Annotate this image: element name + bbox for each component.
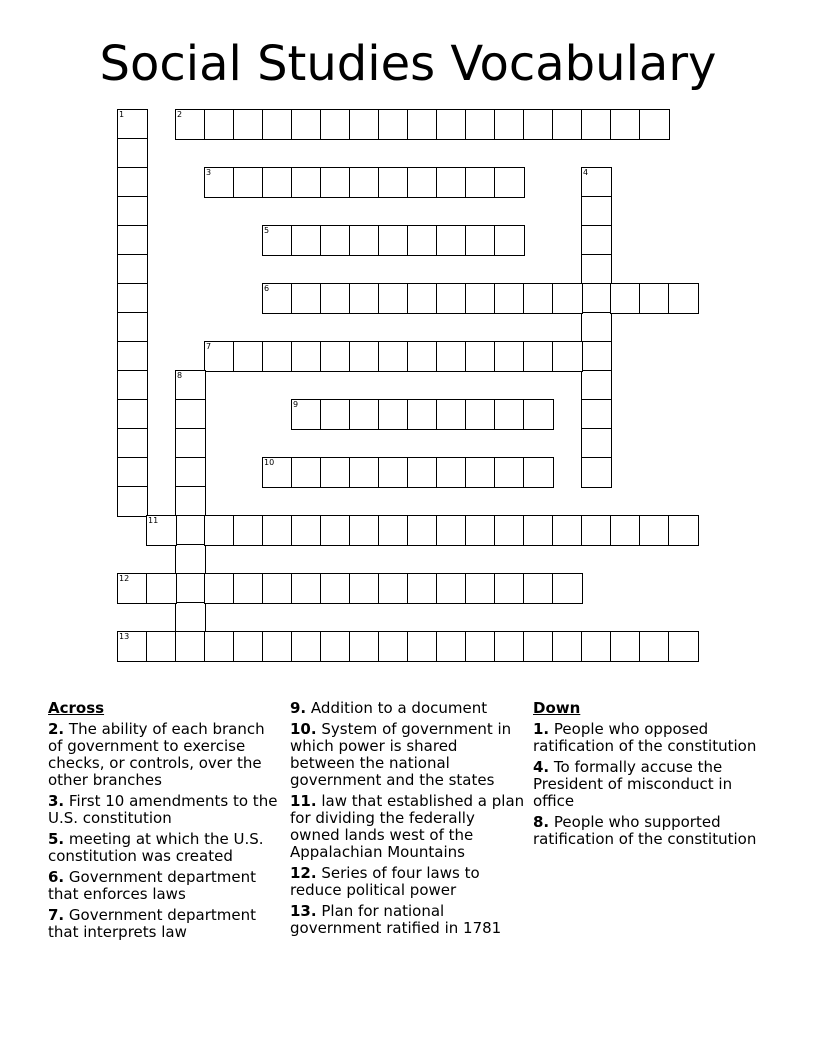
grid-cell[interactable] bbox=[233, 631, 264, 662]
grid-cell[interactable] bbox=[494, 225, 525, 256]
grid-cell[interactable] bbox=[204, 631, 235, 662]
grid-cell[interactable] bbox=[204, 167, 235, 198]
grid-cell[interactable] bbox=[581, 196, 612, 227]
grid-cell[interactable] bbox=[320, 109, 351, 140]
grid-cell[interactable] bbox=[291, 399, 322, 430]
cell-number: 3 bbox=[206, 168, 212, 177]
grid-cell[interactable] bbox=[378, 515, 409, 546]
grid-cell[interactable] bbox=[378, 631, 409, 662]
grid-cell[interactable] bbox=[436, 283, 467, 314]
cell-number: 2 bbox=[177, 110, 183, 119]
grid-cell[interactable] bbox=[175, 486, 206, 517]
grid-cell[interactable] bbox=[581, 254, 612, 285]
grid-cell[interactable] bbox=[204, 515, 235, 546]
grid-cell[interactable] bbox=[581, 312, 612, 343]
grid-cell[interactable] bbox=[349, 515, 380, 546]
cell-number: 13 bbox=[119, 632, 130, 641]
grid-cell[interactable] bbox=[581, 515, 612, 546]
grid-cell[interactable] bbox=[349, 167, 380, 198]
grid-cell[interactable] bbox=[436, 457, 467, 488]
grid-cell[interactable] bbox=[465, 225, 496, 256]
grid-cell[interactable] bbox=[552, 109, 583, 140]
cell-number: 9 bbox=[293, 400, 299, 409]
grid-cell[interactable] bbox=[436, 631, 467, 662]
cell-number: 5 bbox=[264, 226, 270, 235]
grid-cell[interactable] bbox=[175, 515, 206, 546]
grid-cell[interactable] bbox=[581, 399, 612, 430]
grid-cell[interactable] bbox=[407, 341, 438, 372]
grid-cell[interactable] bbox=[349, 573, 380, 604]
grid-cell[interactable] bbox=[581, 225, 612, 256]
grid-cell[interactable] bbox=[262, 457, 293, 488]
grid-cell[interactable] bbox=[349, 399, 380, 430]
grid-cell[interactable] bbox=[175, 399, 206, 430]
grid-cell[interactable] bbox=[117, 457, 148, 488]
grid-cell[interactable] bbox=[349, 225, 380, 256]
clue-across-9: 9. Addition to a document bbox=[290, 699, 488, 717]
grid-cell[interactable] bbox=[523, 515, 554, 546]
grid-cell[interactable] bbox=[291, 283, 322, 314]
grid-cell[interactable] bbox=[291, 457, 322, 488]
clue-across-6: 6. Government department that enforces laws bbox=[48, 868, 256, 903]
grid-cell[interactable] bbox=[407, 457, 438, 488]
grid-cell[interactable] bbox=[117, 283, 148, 314]
grid-cell[interactable] bbox=[552, 283, 583, 314]
grid-cell[interactable] bbox=[117, 167, 148, 198]
grid-cell[interactable] bbox=[407, 283, 438, 314]
grid-cell[interactable] bbox=[407, 167, 438, 198]
grid-cell[interactable] bbox=[233, 109, 264, 140]
grid-cell[interactable] bbox=[349, 457, 380, 488]
clue-across-10: 10. System of government in which power is shared between the national government and the states bbox=[290, 720, 512, 789]
grid-cell[interactable] bbox=[465, 109, 496, 140]
grid-cell[interactable] bbox=[436, 399, 467, 430]
grid-cell[interactable] bbox=[378, 573, 409, 604]
grid-cell[interactable] bbox=[494, 341, 525, 372]
grid-cell[interactable] bbox=[581, 457, 612, 488]
clue-across-13: 13. Plan for national government ratified in 1781 bbox=[290, 902, 502, 937]
grid-cell[interactable] bbox=[204, 109, 235, 140]
grid-cell[interactable] bbox=[320, 399, 351, 430]
grid-cell[interactable] bbox=[581, 370, 612, 401]
grid-cell[interactable] bbox=[581, 631, 612, 662]
grid-cell[interactable] bbox=[378, 167, 409, 198]
grid-cell[interactable] bbox=[407, 109, 438, 140]
grid-cell[interactable] bbox=[407, 225, 438, 256]
grid-cell[interactable] bbox=[204, 341, 235, 372]
grid-cell[interactable] bbox=[610, 109, 641, 140]
grid-cell[interactable] bbox=[465, 457, 496, 488]
clue-down-1: 1. People who opposed ratification of the constitution bbox=[533, 720, 757, 755]
across-clues-col-1 bbox=[48, 700, 283, 945]
grid-cell[interactable] bbox=[639, 515, 670, 546]
grid-cell[interactable] bbox=[233, 515, 264, 546]
grid-cell[interactable] bbox=[320, 631, 351, 662]
grid-cell[interactable] bbox=[146, 631, 177, 662]
grid-cell[interactable] bbox=[610, 515, 641, 546]
grid-cell[interactable] bbox=[523, 341, 554, 372]
grid-cell[interactable] bbox=[494, 457, 525, 488]
grid-cell[interactable] bbox=[378, 283, 409, 314]
grid-cell[interactable] bbox=[407, 631, 438, 662]
grid-cell[interactable] bbox=[494, 573, 525, 604]
clue-across-2: 2. The ability of each branch of government to exercise checks, or controls, over the other branches bbox=[48, 720, 265, 789]
grid-cell[interactable] bbox=[581, 283, 612, 314]
grid-cell[interactable] bbox=[523, 109, 554, 140]
grid-cell[interactable] bbox=[552, 515, 583, 546]
grid-cell[interactable] bbox=[436, 573, 467, 604]
grid-cell[interactable] bbox=[175, 602, 206, 633]
grid-cell[interactable] bbox=[117, 312, 148, 343]
grid-cell[interactable] bbox=[320, 515, 351, 546]
grid-cell[interactable] bbox=[117, 341, 148, 372]
grid-cell[interactable] bbox=[610, 631, 641, 662]
grid-cell[interactable] bbox=[262, 283, 293, 314]
grid-cell[interactable] bbox=[349, 631, 380, 662]
grid-cell[interactable] bbox=[262, 573, 293, 604]
grid-cell[interactable] bbox=[175, 457, 206, 488]
grid-cell[interactable] bbox=[465, 341, 496, 372]
grid-cell[interactable] bbox=[523, 573, 554, 604]
cell-number: 7 bbox=[206, 342, 212, 351]
grid-cell[interactable] bbox=[117, 138, 148, 169]
grid-cell[interactable] bbox=[117, 486, 148, 517]
grid-cell[interactable] bbox=[146, 573, 177, 604]
grid-cell[interactable] bbox=[494, 631, 525, 662]
grid-cell[interactable] bbox=[233, 167, 264, 198]
grid-cell[interactable] bbox=[320, 573, 351, 604]
grid-cell[interactable] bbox=[581, 109, 612, 140]
grid-cell[interactable] bbox=[233, 573, 264, 604]
grid-cell[interactable] bbox=[146, 515, 177, 546]
grid-cell[interactable] bbox=[465, 573, 496, 604]
grid-cell[interactable] bbox=[639, 109, 670, 140]
grid-cell[interactable] bbox=[175, 370, 206, 401]
cell-number: 6 bbox=[264, 284, 270, 293]
grid-cell[interactable] bbox=[291, 225, 322, 256]
grid-cell[interactable] bbox=[494, 283, 525, 314]
clue-across-7: 7. Government department that interprets law bbox=[48, 906, 256, 941]
grid-cell[interactable] bbox=[262, 631, 293, 662]
grid-cell[interactable] bbox=[668, 283, 699, 314]
grid-cell[interactable] bbox=[378, 341, 409, 372]
down-clues bbox=[533, 700, 768, 852]
grid-cell[interactable] bbox=[233, 341, 264, 372]
clue-across-3: 3. First 10 amendments to the U.S. constitution bbox=[48, 792, 278, 827]
grid-cell[interactable] bbox=[523, 283, 554, 314]
grid-cell[interactable] bbox=[117, 573, 148, 604]
grid-cell[interactable] bbox=[117, 196, 148, 227]
grid-cell[interactable] bbox=[320, 225, 351, 256]
grid-cell[interactable] bbox=[465, 631, 496, 662]
grid-cell[interactable] bbox=[262, 341, 293, 372]
grid-cell[interactable] bbox=[523, 631, 554, 662]
grid-cell[interactable] bbox=[552, 631, 583, 662]
grid-cell[interactable] bbox=[465, 167, 496, 198]
puzzle-title: Social Studies Vocabulary bbox=[99, 36, 717, 92]
grid-cell[interactable] bbox=[175, 428, 206, 459]
cell-number: 10 bbox=[264, 458, 275, 467]
grid-cell[interactable] bbox=[262, 167, 293, 198]
grid-cell[interactable] bbox=[320, 341, 351, 372]
grid-cell[interactable] bbox=[262, 109, 293, 140]
clue-across-11: 11. law that established a plan for dividing the federally owned lands west of the Appalachian Mountains bbox=[290, 792, 525, 861]
grid-cell[interactable] bbox=[378, 457, 409, 488]
grid-cell[interactable] bbox=[465, 515, 496, 546]
grid-cell[interactable] bbox=[407, 399, 438, 430]
grid-cell[interactable] bbox=[291, 167, 322, 198]
cell-number: 11 bbox=[148, 516, 159, 525]
across-heading: Across bbox=[48, 699, 105, 717]
grid-cell[interactable] bbox=[117, 631, 148, 662]
grid-cell[interactable] bbox=[436, 109, 467, 140]
grid-cell[interactable] bbox=[117, 109, 148, 140]
grid-cell[interactable] bbox=[552, 341, 583, 372]
grid-cell[interactable] bbox=[291, 573, 322, 604]
grid-cell[interactable] bbox=[378, 109, 409, 140]
grid-cell[interactable] bbox=[291, 109, 322, 140]
grid-cell[interactable] bbox=[204, 573, 235, 604]
grid-cell[interactable] bbox=[436, 515, 467, 546]
grid-cell[interactable] bbox=[349, 283, 380, 314]
grid-cell[interactable] bbox=[117, 399, 148, 430]
grid-cell[interactable] bbox=[291, 631, 322, 662]
grid-cell[interactable] bbox=[175, 109, 206, 140]
grid-cell[interactable] bbox=[117, 225, 148, 256]
grid-cell[interactable] bbox=[291, 515, 322, 546]
grid-cell[interactable] bbox=[494, 399, 525, 430]
grid-cell[interactable] bbox=[552, 573, 583, 604]
grid-cell[interactable] bbox=[523, 457, 554, 488]
grid-cell[interactable] bbox=[291, 341, 322, 372]
grid-cell[interactable] bbox=[494, 515, 525, 546]
across-clues-col-2 bbox=[290, 700, 525, 941]
grid-cell[interactable] bbox=[668, 631, 699, 662]
clue-down-8: 8. People who supported ratification of the constitution bbox=[533, 813, 757, 848]
grid-cell[interactable] bbox=[349, 109, 380, 140]
down-heading: Down bbox=[533, 699, 581, 717]
grid-cell[interactable] bbox=[117, 254, 148, 285]
grid-cell[interactable] bbox=[407, 515, 438, 546]
grid-cell[interactable] bbox=[523, 399, 554, 430]
grid-cell[interactable] bbox=[320, 283, 351, 314]
grid-cell[interactable] bbox=[175, 631, 206, 662]
cell-number: 1 bbox=[119, 110, 125, 119]
grid-cell[interactable] bbox=[581, 167, 612, 198]
grid-cell[interactable] bbox=[639, 283, 670, 314]
grid-cell[interactable] bbox=[436, 225, 467, 256]
grid-cell[interactable] bbox=[581, 428, 612, 459]
cell-number: 4 bbox=[583, 168, 589, 177]
grid-cell[interactable] bbox=[494, 109, 525, 140]
grid-cell[interactable] bbox=[262, 515, 293, 546]
grid-cell[interactable] bbox=[668, 515, 699, 546]
grid-cell[interactable] bbox=[465, 399, 496, 430]
grid-cell[interactable] bbox=[581, 341, 612, 372]
grid-cell[interactable] bbox=[175, 573, 206, 604]
grid-cell[interactable] bbox=[349, 341, 380, 372]
grid-cell[interactable] bbox=[436, 341, 467, 372]
grid-cell[interactable] bbox=[320, 167, 351, 198]
clue-across-12: 12. Series of four laws to reduce political power bbox=[290, 864, 480, 899]
cell-number: 8 bbox=[177, 371, 183, 380]
grid-cell[interactable] bbox=[117, 370, 148, 401]
grid-cell[interactable] bbox=[465, 283, 496, 314]
grid-cell[interactable] bbox=[320, 457, 351, 488]
clue-across-5: 5. meeting at which the U.S. constitution was created bbox=[48, 830, 264, 865]
grid-cell[interactable] bbox=[378, 399, 409, 430]
grid-cell[interactable] bbox=[262, 225, 293, 256]
clue-down-4: 4. To formally accuse the President of misconduct in office bbox=[533, 758, 733, 810]
grid-cell[interactable] bbox=[407, 573, 438, 604]
grid-cell[interactable] bbox=[378, 225, 409, 256]
grid-cell[interactable] bbox=[610, 283, 641, 314]
grid-cell[interactable] bbox=[175, 544, 206, 575]
grid-cell[interactable] bbox=[117, 428, 148, 459]
cell-number: 12 bbox=[119, 574, 130, 583]
grid-cell[interactable] bbox=[494, 167, 525, 198]
grid-cell[interactable] bbox=[639, 631, 670, 662]
grid-cell[interactable] bbox=[436, 167, 467, 198]
